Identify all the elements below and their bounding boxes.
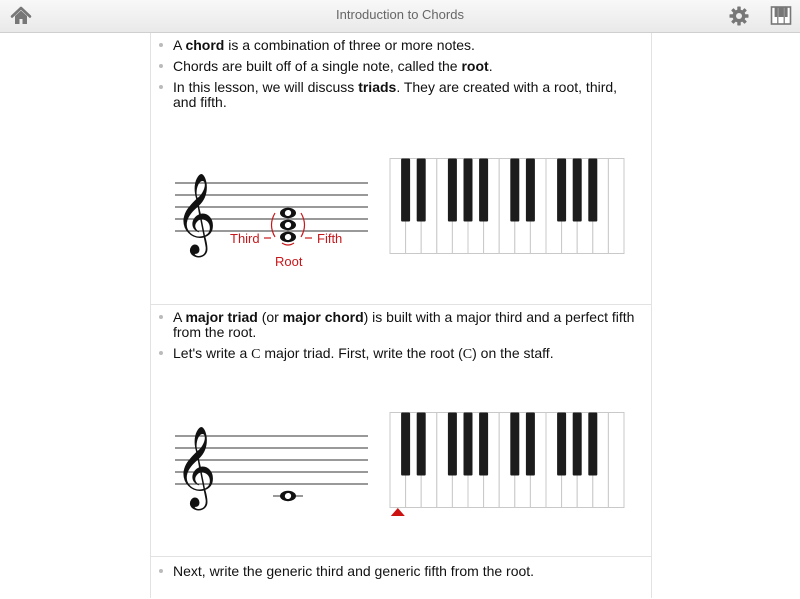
bullet-dot-icon xyxy=(159,351,163,355)
black-key[interactable] xyxy=(464,413,473,476)
root-marker-icon xyxy=(391,508,405,516)
black-key[interactable] xyxy=(448,159,457,222)
bold-term: root xyxy=(461,58,489,74)
bullet-text: C xyxy=(251,347,261,362)
bullet-text: A xyxy=(173,37,186,53)
lesson-section-major-triad xyxy=(151,304,651,556)
treble-clef-icon: 𝄞 xyxy=(175,425,217,507)
black-key[interactable] xyxy=(479,159,488,222)
bullet-text: major triad. First, write the root ( xyxy=(260,345,463,361)
bullet-text: Let's write a xyxy=(173,345,252,361)
triad-chord xyxy=(280,208,296,242)
black-key[interactable] xyxy=(417,413,426,476)
bullet-text: . xyxy=(488,58,493,74)
black-key[interactable] xyxy=(510,413,519,476)
page-title: Introduction to Chords xyxy=(336,7,464,22)
bullet-text: Chords are built off of a single note, called the xyxy=(173,58,462,74)
top-bar xyxy=(0,0,800,33)
black-key[interactable] xyxy=(526,159,535,222)
bullet-text: (or xyxy=(257,309,283,325)
keyboard-button[interactable] xyxy=(769,4,793,28)
bullet-dot-icon xyxy=(159,315,163,319)
black-key[interactable] xyxy=(464,159,473,222)
bullet-list xyxy=(151,310,651,368)
bullet-item xyxy=(151,310,651,340)
bullet-text: In this lesson, we will discuss xyxy=(173,79,359,95)
root-note-c xyxy=(273,491,303,501)
bullet-dot-icon xyxy=(159,85,163,89)
piano-keyboard[interactable] xyxy=(389,412,629,522)
black-key[interactable] xyxy=(479,413,488,476)
black-key[interactable] xyxy=(573,159,582,222)
bold-term: chord xyxy=(185,37,225,53)
third-label: Third xyxy=(230,231,260,246)
bullet-text: . They are created with a root, third, and fifth. xyxy=(173,79,618,110)
bold-term: major triad xyxy=(185,309,258,325)
black-key[interactable] xyxy=(417,159,426,222)
bullet-item xyxy=(151,38,651,53)
lesson-section-triads xyxy=(151,33,651,303)
bullet-dot-icon xyxy=(159,569,163,573)
fifth-label: Fifth xyxy=(317,231,343,246)
bullet-text: C xyxy=(462,347,473,362)
music-staff xyxy=(171,163,376,273)
white-key[interactable] xyxy=(608,413,624,508)
treble-clef-icon: 𝄞 xyxy=(175,172,217,254)
bullet-list xyxy=(151,38,651,116)
black-key[interactable] xyxy=(588,413,597,476)
bullet-text: ) is built with a major third and a perfect fifth from the root. xyxy=(173,309,635,340)
black-key[interactable] xyxy=(401,413,410,476)
music-staff[interactable] xyxy=(171,416,376,516)
settings-button[interactable] xyxy=(727,4,751,28)
bold-term: triads xyxy=(358,79,397,95)
black-key[interactable] xyxy=(557,159,566,222)
bold-term: major chord xyxy=(282,309,364,325)
bullet-dot-icon xyxy=(159,43,163,47)
black-key[interactable] xyxy=(510,159,519,222)
piano-keyboard[interactable] xyxy=(389,158,629,258)
bullet-item xyxy=(151,59,651,74)
black-key[interactable] xyxy=(401,159,410,222)
bullet-text: Next, write the generic third and generic fifth from the root. xyxy=(173,563,535,579)
bullet-dot-icon xyxy=(159,64,163,68)
lesson-section-third-fifth xyxy=(151,556,651,599)
piano-keyboard-icon xyxy=(769,4,793,28)
black-key[interactable] xyxy=(448,413,457,476)
bullet-text: is a combination of three or more notes. xyxy=(224,37,475,53)
bullet-item xyxy=(151,346,651,362)
lesson-content xyxy=(150,33,652,598)
black-key[interactable] xyxy=(526,413,535,476)
white-key[interactable] xyxy=(608,159,624,254)
black-key[interactable] xyxy=(588,159,597,222)
bullet-text: ) on the staff. xyxy=(472,345,554,361)
black-key[interactable] xyxy=(573,413,582,476)
bullet-item xyxy=(151,80,651,110)
bullet-list xyxy=(151,564,651,585)
black-key[interactable] xyxy=(557,413,566,476)
bullet-item xyxy=(151,564,651,579)
bullet-text: A xyxy=(173,309,186,325)
root-label: Root xyxy=(275,254,303,269)
gear-icon xyxy=(727,4,751,28)
